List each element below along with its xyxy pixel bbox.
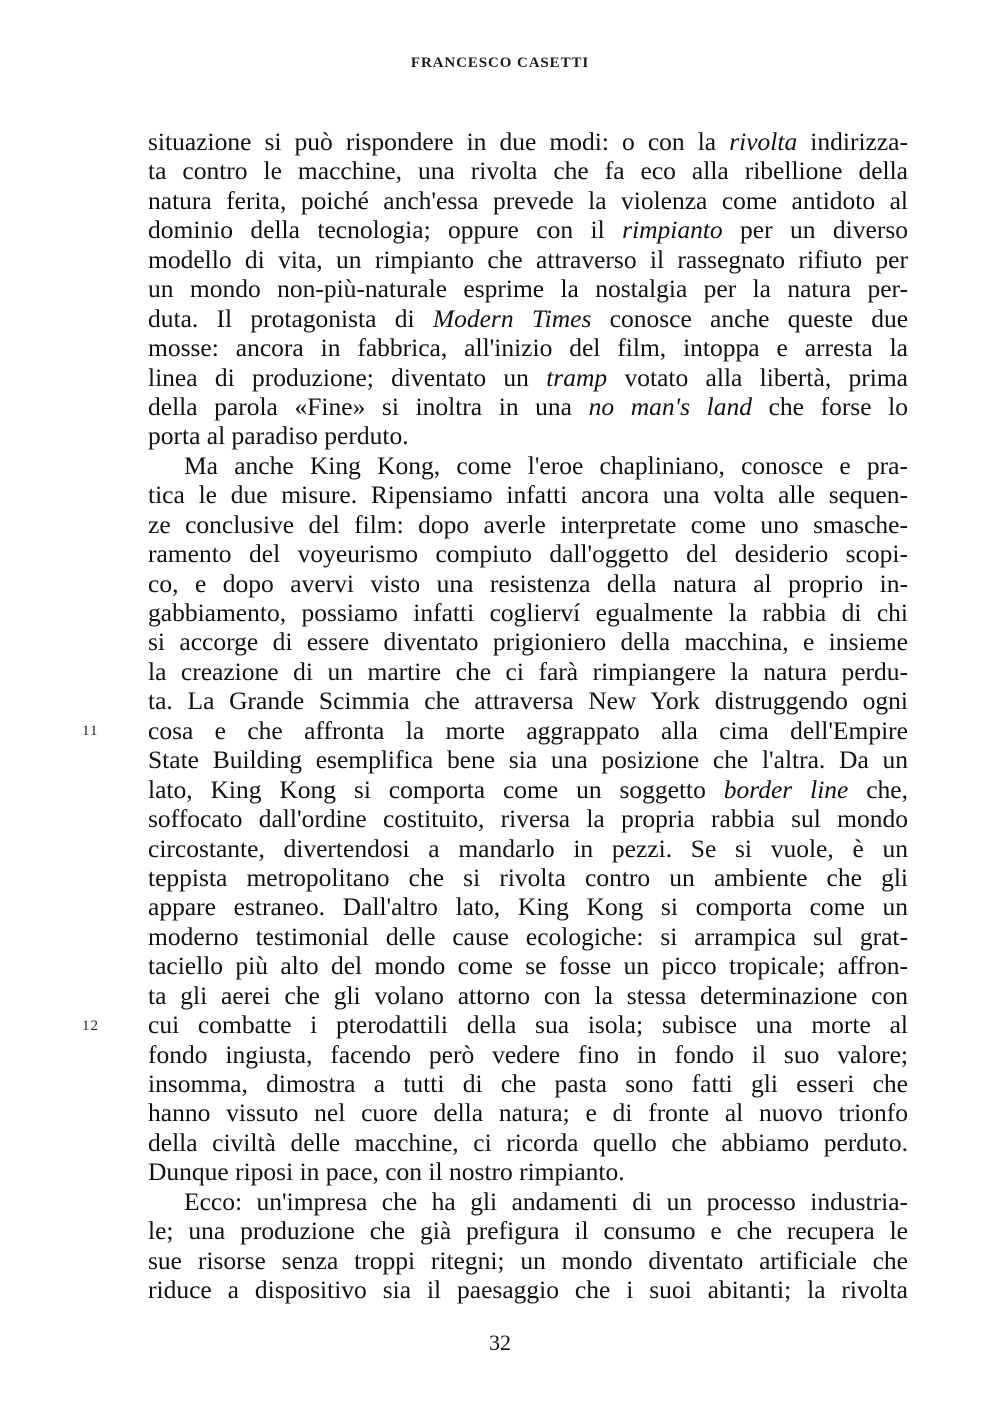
text-segment: Ecco: un'impresa che ha gli andamenti di un processo industria- [184,1186,908,1216]
text-line [148,333,908,362]
italic-text: rimpianto [622,215,723,245]
text-segment: porta al paradiso perduto. [148,421,409,451]
text-segment: sue risorse senza troppi ritegni; un mondo diventato artificiale che [148,1245,908,1275]
text-line [148,215,908,244]
text-segment: hanno vissuto nel cuore della natura; e di fronte al nuovo trionfo [148,1098,908,1128]
text-line [148,892,908,921]
text-segment: ta. La Grande Scimmia che attraversa New York distruggendo ogni [148,686,908,716]
text-line [148,657,908,686]
text-segment: moderno testimonial delle cause ecologiche: si arrampica sul grat- [148,921,908,951]
text-segment: ta gli aerei che gli volano attorno con la stessa determinazione con [148,980,908,1010]
text-line [148,1098,908,1127]
italic-text: tramp [546,362,608,392]
text-segment: che, [848,774,909,804]
text-line [148,1010,908,1039]
text-line [148,1069,908,1098]
page-number: 32 [489,1330,511,1355]
text-segment: Ma anche King Kong, come l'eroe chapliniano, conosce e pra- [184,450,908,480]
text-line [148,127,908,156]
text-line [148,480,908,509]
text-line [148,539,908,568]
text-segment: insomma, dimostra a tutti di che pasta sono fatti gli esseri che [148,1069,908,1098]
text-line [148,1246,908,1275]
italic-text: no man's land [588,391,752,421]
text-segment: natura ferita, poiché anch'essa prevede la violenza come antidoto al [148,185,908,215]
text-segment: fondo ingiusta, facendo però vedere fino in fondo il suo valore; [148,1039,908,1069]
text-line [148,1216,908,1245]
text-line [148,775,908,804]
text-segment: lato, King Kong si comporta come un soggetto [148,774,724,804]
text-line [148,451,908,480]
text-segment: un mondo non-più-naturale esprime la nostalgia per la natura per- [148,274,908,304]
text-segment: Dunque riposi in pace, con il nostro rimpianto. [148,1157,625,1187]
text-segment: ta contro le macchine, una rivolta che fa eco alla ribellione della [148,156,908,186]
text-line [148,1040,908,1069]
text-segment: si accorge di essere diventato prigioniero della macchina, e insieme [148,627,908,657]
text-line [148,510,908,539]
text-line [148,804,908,833]
text-segment: conosce anche queste due [591,303,909,333]
text-segment: State Building esemplifica bene sia una posizione che l'altra. Da un [148,745,908,775]
text-segment: gabbiamento, possiamo infatti coglierví egualmente la rabbia di chi [148,598,908,627]
text-line [148,245,908,274]
text-line [148,363,908,392]
text-segment: cui combatte i pterodattili della sua isola; subisce una morte al [148,1010,908,1040]
text-segment: situazione si può rispondere in due modi: o con la [148,127,730,156]
text-segment: dominio della tecnologia; oppure con il [148,215,623,245]
margin-line-number: 11 [82,723,99,739]
text-line [148,304,908,333]
text-segment: co, e dopo avervi visto una resistenza della natura al proprio in- [148,568,908,598]
text-segment: la creazione di un martire che ci farà rimpiangere la natura perdu- [148,656,908,686]
text-line [148,156,908,185]
text-segment: soffocato dall'ordine costituito, riversa la propria rabbia sul mondo [148,804,908,834]
italic-text: Modern Times [432,303,592,333]
text-segment: riduce a dispositivo sia il paesaggio che i suoi abitanti; la rivolta [148,1275,908,1305]
body-text [148,127,908,1305]
text-line [148,981,908,1010]
text-segment: per un diverso [722,215,908,245]
text-line [148,922,908,951]
text-segment: circostante, divertendosi a mandarlo in pezzi. Se si vuole, è un [148,833,908,863]
text-line [148,1128,908,1157]
text-segment: modello di vita, un rimpianto che attraverso il rassegnato rifiuto per [148,244,908,274]
text-line [148,745,908,774]
text-segment: linea di produzione; diventato un [148,362,547,392]
running-head: FRANCESCO CASETTI [410,55,590,71]
text-segment: le; una produzione che già prefigura il consumo e che recupera le [148,1216,908,1246]
text-line [148,1275,908,1304]
text-segment: ze conclusive del film: dopo averle interpretate come uno smasche- [148,509,908,539]
text-line [148,598,908,627]
text-segment: della parola «Fine» si inoltra in una [148,391,589,421]
text-line [148,274,908,303]
text-line [148,1187,908,1216]
text-segment: che forse lo [751,391,908,421]
text-line [148,834,908,863]
italic-text: border line [723,774,849,804]
text-segment: duta. Il protagonista di [148,303,433,333]
text-segment: mosse: ancora in fabbrica, all'inizio del film, intoppa e arresta la [148,333,908,363]
italic-text: rivolta [729,127,798,156]
text-segment: taciello più alto del mondo come se fosse un picco tropicale; affron- [148,951,908,981]
text-line [148,569,908,598]
text-line [148,186,908,215]
text-line [148,716,908,745]
text-segment: indirizza- [797,127,908,156]
text-segment: votato alla libertà, prima [607,362,908,392]
text-segment: della civiltà delle macchine, ci ricorda quello che abbiamo perduto. [148,1127,908,1157]
text-line [148,863,908,892]
text-segment: cosa e che affronta la morte aggrappato alla cima dell'Empire [148,715,908,745]
text-segment: teppista metropolitano che si rivolta contro un ambiente che gli [148,862,908,892]
text-line [148,1157,908,1186]
text-line [148,627,908,656]
margin-line-number: 12 [82,1017,99,1034]
text-line [148,392,908,421]
text-line [148,421,908,450]
text-line [148,951,908,980]
text-segment: appare estraneo. Dall'altro lato, King Kong si comporta come un [148,892,908,922]
text-segment: tica le due misure. Ripensiamo infatti ancora una volta alle sequen- [148,480,908,510]
text-line [148,686,908,715]
text-segment: ramento del voyeurismo compiuto dall'oggetto del desiderio scopi- [148,539,908,569]
